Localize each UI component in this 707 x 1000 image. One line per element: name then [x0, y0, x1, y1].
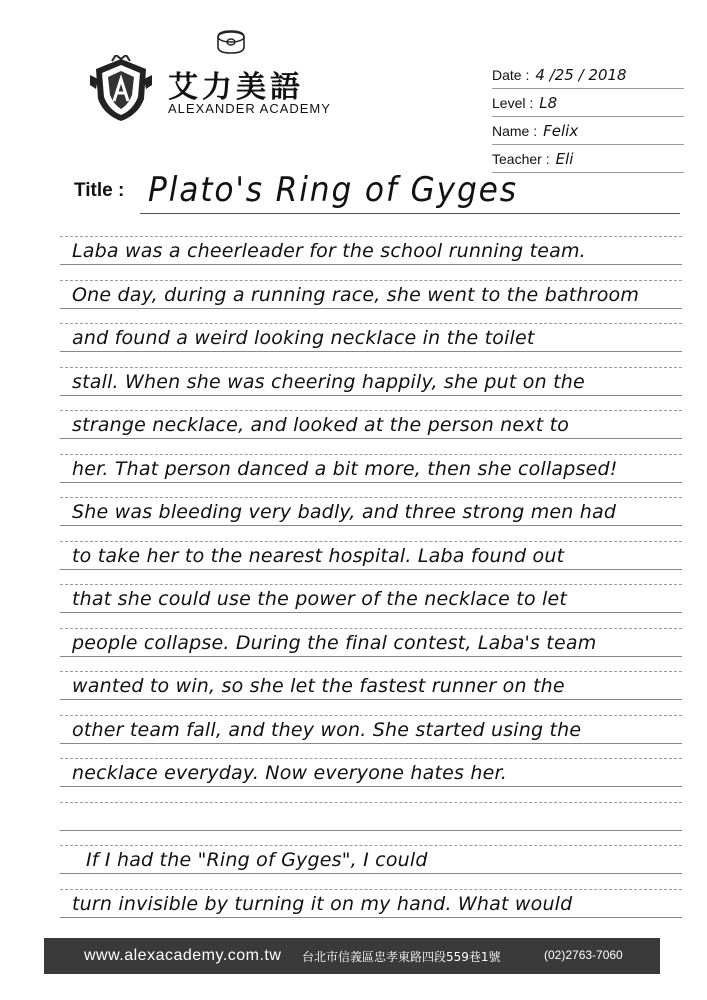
handwritten-line: She was bleeding very badly, and three strong men had [72, 501, 617, 523]
ruled-line [60, 410, 682, 411]
divider [492, 116, 684, 117]
logo-english-text: ALEXANDER ACADEMY [168, 101, 331, 116]
divider [492, 88, 684, 89]
handwritten-line: other team fall, and they won. She started using the [72, 718, 582, 741]
handwritten-line: Laba was a cheerleader for the school running team. [72, 240, 586, 262]
title-value: Plato's Ring of Gyges [148, 170, 518, 210]
date-value: 4 /25 / 2018 [535, 66, 627, 84]
title-underline [140, 213, 680, 214]
level-field [492, 94, 682, 112]
baseline [60, 699, 682, 700]
baseline [60, 395, 682, 396]
ruled-line [60, 454, 682, 455]
divider [492, 144, 684, 145]
ruled-line [60, 236, 682, 237]
teacher-field [492, 150, 682, 168]
date-field [492, 66, 682, 84]
ruled-line [60, 845, 682, 846]
handwritten-line: strange necklace, and looked at the person next to [72, 414, 570, 436]
baseline [60, 656, 682, 657]
title-label: Title : [74, 180, 125, 201]
ruled-line [60, 367, 682, 368]
date-label: Date : [492, 67, 530, 83]
handwritten-line: If I had the "Ring of Gyges", I could [86, 849, 428, 871]
footer-url: www.alexacademy.com.tw [84, 947, 282, 964]
handwritten-line: wanted to win, so she let the fastest runner on the [72, 675, 565, 697]
ruled-line [60, 323, 682, 324]
baseline [60, 873, 682, 874]
baseline [60, 786, 682, 787]
footer-bar [44, 938, 660, 974]
baseline [60, 917, 682, 918]
teacher-label: Teacher : [492, 151, 550, 167]
baseline [60, 264, 682, 265]
baseline [60, 830, 682, 831]
handwritten-line: stall. When she was cheering happily, she put on the [72, 370, 585, 393]
baseline [60, 743, 682, 744]
baseline [60, 308, 682, 309]
ruled-line [60, 541, 682, 542]
baseline [60, 525, 682, 526]
name-label: Name : [492, 123, 538, 139]
handwritten-line: necklace everyday. Now everyone hates her. [72, 762, 507, 784]
footer-address: 台北市信義區忠孝東路四段559巷1號 [302, 950, 501, 964]
baseline [60, 482, 682, 483]
level-value: L8 [539, 94, 558, 112]
logo-chinese-text: 艾力美語 [168, 70, 304, 105]
ruled-line [60, 715, 682, 716]
ruled-line [60, 628, 682, 629]
ruled-line [60, 497, 682, 498]
tape-icon [214, 27, 248, 55]
handwritten-line: turn invisible by turning it on my hand. What would [72, 892, 573, 915]
handwritten-line: One day, during a running race, she went to the bathroom [72, 283, 640, 306]
handwritten-line: to take her to the nearest hospital. Laba found out [72, 544, 565, 567]
handwritten-line: her. That person danced a bit more, then she collapsed! [72, 457, 618, 480]
ruled-line [60, 758, 682, 759]
footer-phone: (02)2763-7060 [544, 948, 623, 962]
handwritten-line: that she could use the power of the necklace to let [72, 588, 568, 610]
name-field [492, 122, 682, 140]
baseline [60, 569, 682, 570]
level-label: Level : [492, 95, 534, 111]
teacher-value: Eli [555, 150, 574, 168]
ruled-line [60, 802, 682, 803]
ruled-line [60, 280, 682, 281]
handwritten-line: people collapse. During the final contest, Laba's team [72, 631, 597, 654]
divider [492, 172, 684, 173]
baseline [60, 612, 682, 613]
ruled-line [60, 584, 682, 585]
crest-logo [88, 55, 154, 125]
name-value: Felix [543, 122, 579, 140]
baseline [60, 351, 682, 352]
baseline [60, 438, 682, 439]
handwritten-line: and found a weird looking necklace in the toilet [72, 327, 535, 349]
ruled-line [60, 889, 682, 890]
ruled-line [60, 671, 682, 672]
